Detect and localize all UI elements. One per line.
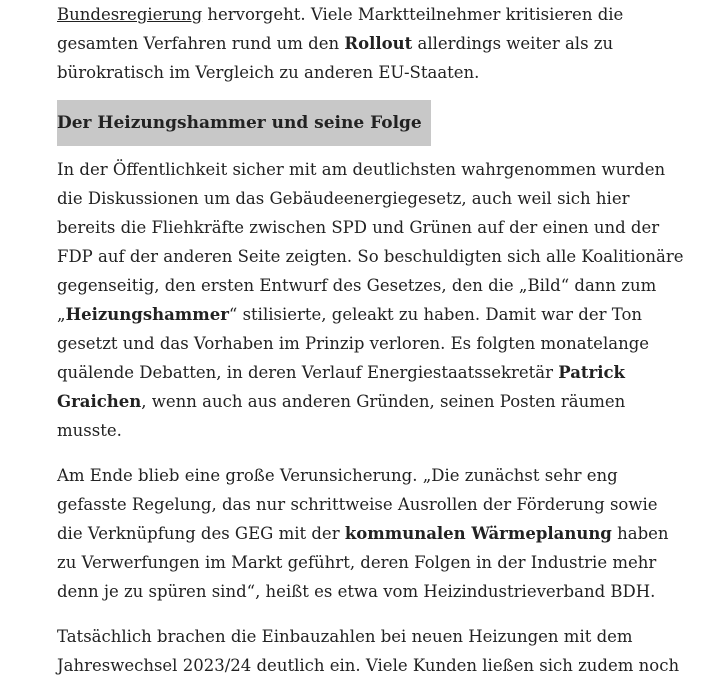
rollout-bold: Rollout	[344, 34, 413, 53]
p2-text-1: Am Ende blieb eine große Verunsicherung. „Die zunächst sehr eng gefasste Regelung, das nur schrittweise Ausrollen der Förderung sowie die Verknüpfung des GEG mit der	[57, 466, 658, 543]
intro-text-1: hervorgeht. Viele Marktteilnehmer kritisieren die gesamten Verfahren rund um den	[57, 5, 624, 53]
heizungshammer-bold: Heizungshammer	[65, 305, 229, 324]
paragraph-verunsicherung	[57, 461, 687, 606]
section-heading: Der Heizungshammer und seine Folge	[57, 100, 431, 146]
kommunale-waermeplanung-bold: kommunalen Wärmeplanung	[344, 524, 612, 543]
p2-text-2: haben zu Verwerfungen im Markt geführt, deren Folgen in der Industrie mehr denn je zu spüren sind“, heißt es etwa vom Heizindustrieverband BDH.	[57, 524, 669, 601]
p1-text-1: In der Öffentlichkeit sicher mit am deutlichsten wahrgenommen wurden die Diskussionen um das Gebäudeenergiegesetz, auch weil sich hier bereits die Fliehkräfte zwischen SPD und Grünen auf der einen und der FDP auf der anderen Seite zeigten. So beschuldigten sich alle Koalitionäre gegenseitig, den ersten Entwurf des Gesetzes, den die „Bild“ dann zum „	[57, 160, 684, 324]
paragraph-gebaeudeenergiegesetz	[57, 155, 687, 445]
p1-text-3: , wenn auch aus anderen Gründen, seinen Posten räumen musste.	[57, 392, 626, 440]
patrick-graichen-bold: Patrick Graichen	[57, 363, 625, 411]
bundesregierung-link[interactable]: Bundesregierung	[57, 5, 203, 24]
p3-text-1: Tatsächlich brachen die Einbauzahlen bei neuen Heizungen mit dem Jahreswechsel 2023/24 deutlich ein. Viele Kunden ließen sich zudem noch	[57, 627, 680, 675]
p1-text-2: “ stilisierte, geleakt zu haben. Damit war der Ton gesetzt und das Vorhaben im Prinzip verloren. Es folgten monatelange quälende Debatten, in deren Verlauf Energiestaatssekretär	[57, 305, 650, 382]
paragraph-einbauzahlen	[57, 622, 687, 680]
article-body	[57, 0, 687, 680]
section-heading-wrap	[57, 87, 687, 155]
intro-text-2: allerdings weiter als zu bürokratisch im Vergleich zu anderen EU-Staaten.	[57, 34, 614, 82]
intro-paragraph	[57, 0, 687, 87]
